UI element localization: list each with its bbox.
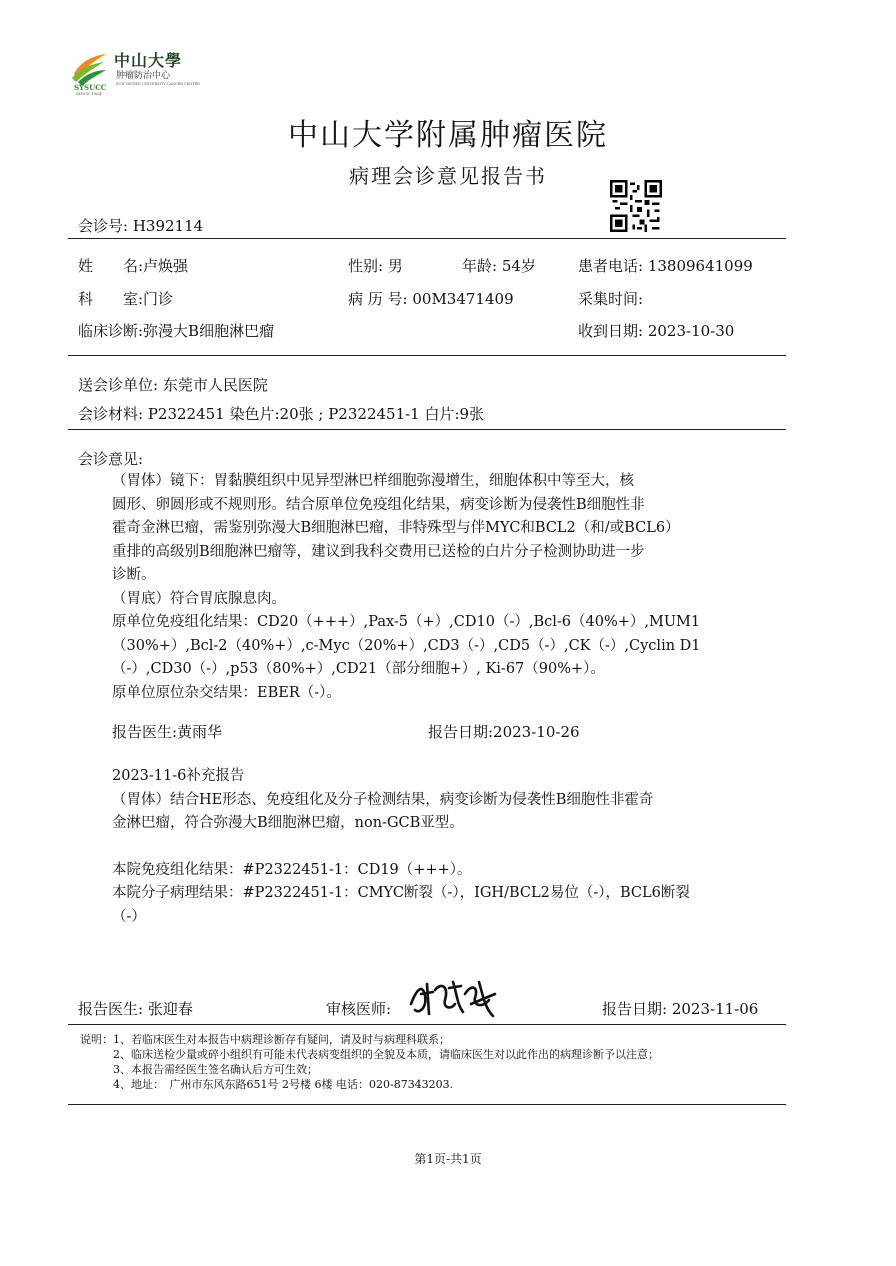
consult-number: 会诊号: H392114	[78, 217, 204, 235]
page-number: 第1页-共1页	[414, 1152, 482, 1166]
divider-top	[68, 238, 786, 239]
note-line: 4、地址： 广州市东风东路651号 2号楼 6楼 电话：020-87343203.	[80, 1078, 454, 1091]
signoff-report-doctor: 报告医生: 张迎春	[78, 1000, 193, 1018]
patient-sex: 性别: 男	[348, 257, 403, 275]
supplement-date-title: 2023-11-6补充报告	[112, 768, 245, 784]
report-title: 病理会诊意见报告书	[349, 164, 547, 188]
signoff-date: 报告日期: 2023-11-06	[602, 1000, 759, 1018]
note-line: 说明：1、若临床医生对本报告中病理诊断存有疑问，请及时与病理科联系；	[80, 1033, 450, 1046]
supplement-line: 金淋巴瘤，符合弥漫大B细胞淋巴瘤，non-GCB亚型。	[112, 815, 464, 831]
collect-time: 采集时间:	[578, 290, 644, 308]
logo-brand-text: 中山大學	[114, 51, 183, 70]
consult-unit: 送会诊单位: 东莞市人民医院	[78, 376, 268, 394]
note-line: 3、本报告需经医生签名确认后方可生效；	[80, 1063, 318, 1076]
logo-mark-icon	[70, 48, 110, 88]
consult-material: 会诊材料: P2322451 染色片:20张 ; P2322451-1 白片:9张	[78, 405, 485, 423]
hospital-name: 中山大学附属肿瘤医院	[288, 118, 608, 153]
logo-english: SUN YAT-SEN UNIVERSITY CANCER CENTER	[116, 82, 200, 86]
divider-patient	[68, 355, 786, 356]
received-date: 收到日期: 2023-10-30	[578, 322, 735, 340]
supplement-molecular-line: 本院分子病理结果：#P2322451-1：CMYC断裂（-），IGH/BCL2易位（-），BCL6断裂	[112, 885, 690, 901]
patient-age: 年龄: 54岁	[462, 257, 536, 275]
notes-section	[80, 1032, 659, 1092]
opinion-body	[112, 470, 701, 705]
opinion-line: 重排的高级别B细胞淋巴瘤等，建议到我科交费用已送检的白片分子检测协助进一步	[112, 543, 645, 560]
opinion-report-doctor: 报告医生:黄雨华	[112, 723, 223, 741]
opinion-heading: 会诊意见:	[78, 450, 144, 468]
opinion-line: （30%+）,Bcl-2（40%+）,c-Myc（20%+）,CD3（-）,CD5（-）,CK（-）,Cyclin D1	[112, 637, 701, 654]
hospital-logo	[70, 46, 200, 98]
opinion-line: 诊断。	[112, 567, 156, 583]
note-line: 2、临床送检少量或碎小组织有可能未代表病变组织的全貌及本质，请临床医生对以此作出的病理诊断予以注意；	[80, 1048, 659, 1061]
supplement-molecular-line: （-）	[112, 908, 146, 925]
divider-signoff	[68, 1024, 786, 1025]
supplement-section	[112, 765, 690, 929]
opinion-line: 原单位免疫组化结果：CD20（+++）,Pax-5（+）,CD10（-）,Bcl-6（40%+）,MUM1	[112, 614, 701, 630]
opinion-report-date: 报告日期:2023-10-26	[428, 723, 580, 741]
supplement-ihc: 本院免疫组化结果：#P2322451-1：CD19（+++）。	[112, 861, 472, 878]
logo-abbr: SYSUCC	[74, 83, 107, 92]
logo-since: SINCE 1964	[76, 91, 102, 96]
logo-center-text: 肿瘤防治中心	[116, 71, 171, 81]
patient-dept: 科 室:门诊	[78, 290, 174, 308]
reviewer-signature	[405, 974, 505, 1020]
patient-phone: 患者电话: 13809641099	[578, 257, 753, 275]
divider-consult	[68, 429, 786, 430]
opinion-line: （胃体）镜下：胃黏膜组织中见异型淋巴样细胞弥漫增生，细胞体积中等至大，核	[112, 473, 634, 489]
signoff-reviewer-label: 审核医师:	[326, 1000, 392, 1018]
patient-name: 姓 名:卢焕强	[78, 257, 189, 275]
qr-code-icon	[610, 180, 662, 232]
opinion-line: （-）,CD30（-）,p53（80%+）,CD21（部分细胞+）, Ki-67（90%+）。	[112, 661, 605, 677]
clinical-diagnosis: 临床诊断:弥漫大B细胞淋巴瘤	[78, 322, 275, 340]
opinion-line: （胃底）符合胃底腺息肉。	[112, 590, 286, 607]
opinion-line: 霍奇金淋巴瘤，需鉴别弥漫大B细胞淋巴瘤，非特殊型与伴MYC和BCL2（和/或BCL6）	[112, 520, 680, 536]
divider-notes	[68, 1104, 786, 1105]
opinion-line: 原单位原位杂交结果：EBER（-）。	[112, 684, 341, 701]
supplement-line: （胃体）结合HE形态、免疫组化及分子检测结果，病变诊断为侵袭性B细胞性非霍奇	[112, 791, 654, 808]
opinion-line: 圆形、卵圆形或不规则形。结合原单位免疫组化结果，病变诊断为侵袭性B细胞性非	[112, 496, 645, 513]
record-number: 病 历 号: 00M3471409	[348, 290, 514, 308]
